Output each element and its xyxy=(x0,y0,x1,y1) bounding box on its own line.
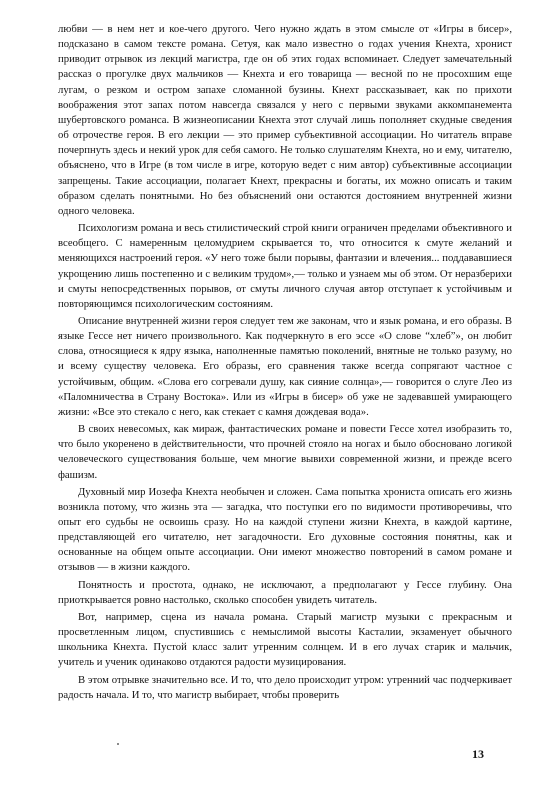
paragraph-8: В этом отрывке значительно все. И то, что дело происходит утром: утренний час подчеркивает радость начала. И то, что магистр выбирает, чтобы проверить xyxy=(58,673,512,701)
page-number: 13 xyxy=(472,747,484,761)
paragraph-3: Описание внутренней жизни героя следует тем же законам, что и язык романа, и его образы. В языке Гессе нет ничего произвольного. Как подчеркнуто в его эссе «О слове “хлеб”», он любит слова, относящиеся к ядру языка, наполненные памятью поколений, внятные не только разуму, но и всему существу человека. Его образы, его сравнения также всегда сопрягают частное с устойчивым, общим. «Слова его согревали душу, как сияние солнца»,— говорится о слуге Лео из «Паломничества в Страну Востока». Или из «Игры в бисер» об уже не задевавшей умирающего жизни: «Все это стекало с него, как стекает с камня дождевая вода». xyxy=(58,314,512,418)
scan-speck xyxy=(117,743,119,745)
paragraph-7: Вот, например, сцена из начала романа. Старый магистр музыки с прекрасным и просветленным лицом, спустившись с немыслимой высоты Касталии, экзаменует обычного школьника Кнехта. Пустой класс залит утренним солнцем. И в его лучах старик и мальчик, учитель и ученик одинаково отдаются радости музицирования. xyxy=(58,610,512,669)
paragraph-4: В своих невесомых, как мираж, фантастических романе и повести Гессе хотел изобразить то, что было укоренено в действительности, что прочней стояло на ногах и было обосновано логикой человеческого существования больше, чем многие вывихи современной жизни, и прежде всего фашизм. xyxy=(58,423,512,481)
paragraph-5: Духовный мир Иозефа Кнехта необычен и сложен. Сама попытка хрониста описать его жизнь возникла потому, что жизнь эта — загадка, что поступки его по видимости противоречивы, что опыт его судьбы не освоишь сразу. Но на каждой ступени жизни Кнехта, в каждой картине, представляющей его читателю, нет загадочности. Его духовные состояния понятны, как и основанные на общем опыте ассоциации. Они имеют множество повторений в самом романе и отзывов — в жизни каждого. xyxy=(58,485,512,574)
paragraph-2: Психологизм романа и весь стилистический строй книги ограничен пределами объективного и всеобщего. С намеренным целомудрием скрывается то, что относится к смуте желаний и меняющихся настроений героя. «У него тоже были порывы, фантазии и влечения... поддававшиеся укрощению лишь постепенно и с великим трудом»,— только и узнаем мы об этом. От неразберихи и смуты непосредственных порывов, от смуты личного случая автор отступает к устойчивым и повторяющимся психологическим состояниям. xyxy=(58,222,512,310)
paragraph-1: любви — в нем нет и кое-чего другого. Чего нужно ждать в этом смысле от «Игры в бисер», подсказано в самом тексте романа. Сетуя, как мало известно о годах учения Кнехта, хронист приводит отрывок из лекций магистра, где он об этих годах вспоминает. Следует замечательный рассказ о прогулке двух мальчиков — Кнехта и его товарища — весной по не просохшим еще лугам, о резком и остром запахе сломанной бузины. Кнехт рассказывает, как по прихоти воображения этот запах потом навсегда связался у него с первыми звуками аккомпанемента шубертовского романса. В жизнеописании Кнехта этот случай лишь пополняет скудные сведения об отрочестве героя. В его лекции — это пример субъективной ассоциации. Но читатель вправе почерпнуть здесь и некий урок для себя самого. Не только слушателям Кнехта, но и ему, читателю, объяснено, что в Игре (в том числе в игре, которую ведет с ним автор) субъективные ассоциации запрещены. Такие ассоциации, полагает Кнехт, прекрасны и богаты, их можно описать и таким образом сделать понятными. Но без объяснений они остаются достоянием внутренней жизни одного человека. xyxy=(58,23,512,217)
paragraph-6: Понятность и простота, однако, не исключают, а предполагают у Гессе глубину. Она приоткрывается ровно настолько, сколько способен увидеть читатель. xyxy=(58,578,512,606)
body-text xyxy=(58,22,512,705)
